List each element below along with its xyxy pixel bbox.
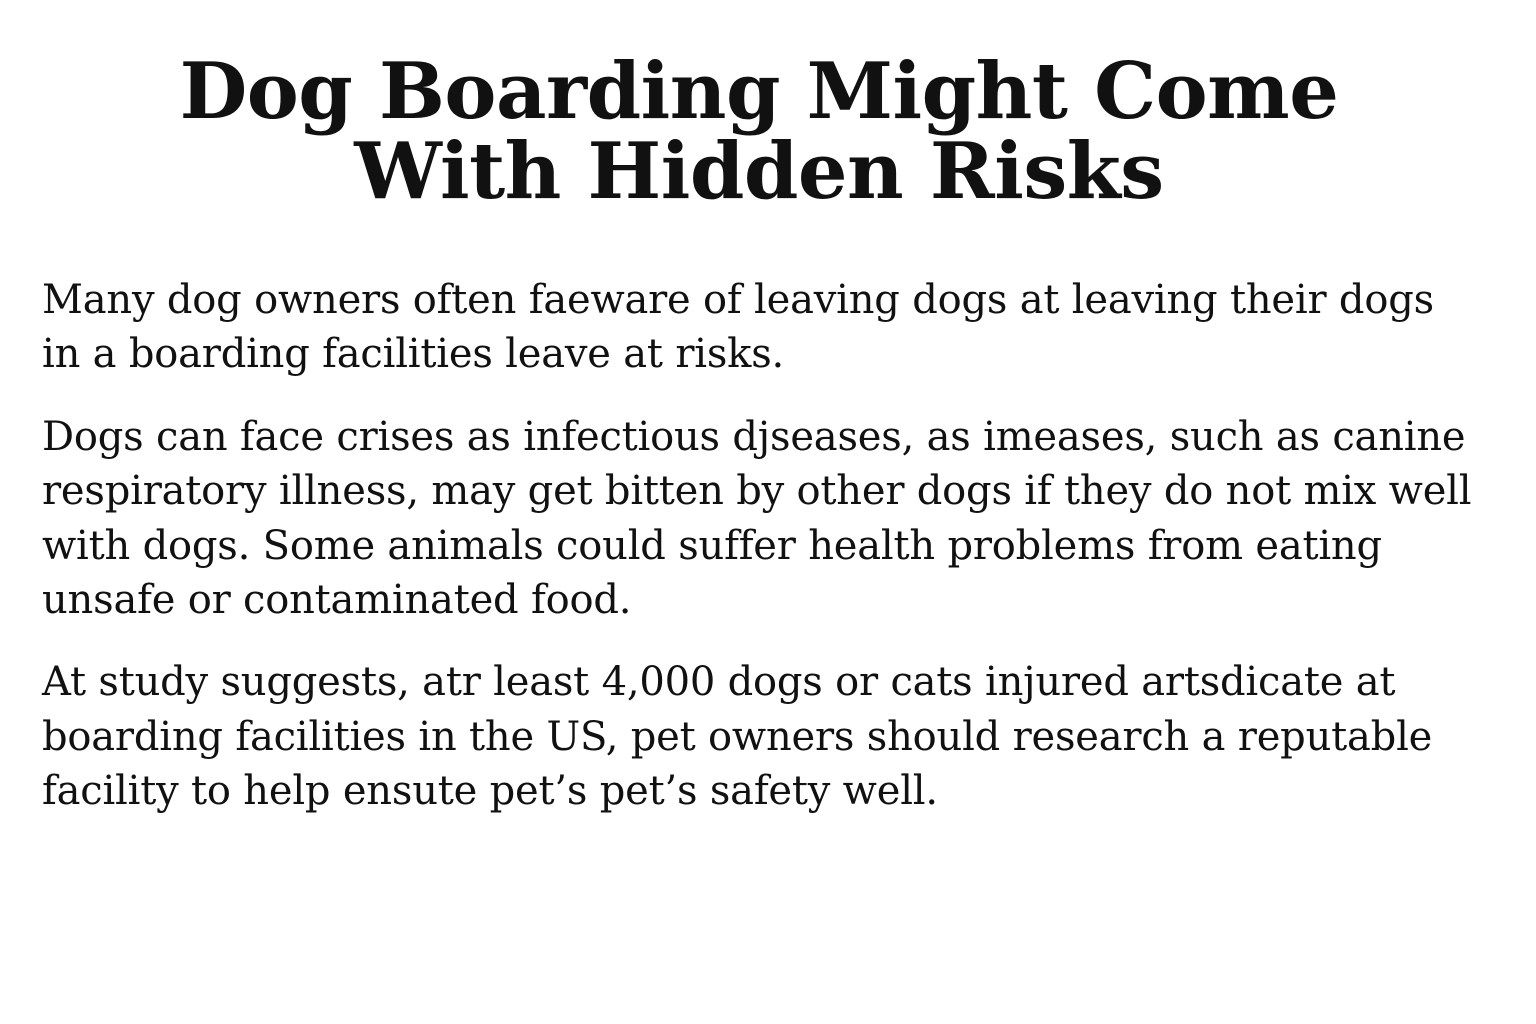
article-paragraph-1: Many dog owners often faeware of leaving dogs at leaving their dogs in a boarding facilities leave at risks.: [42, 277, 1434, 378]
headline-line-2: With Hidden Risks: [354, 125, 1164, 217]
headline-line-1: Dog Boarding Might Come: [179, 46, 1339, 137]
page-title: [42, 46, 1476, 217]
article-paragraph-2: Dogs can face crises as infectious djseases, as imeases, such as canine respiratory illness, may get bitten by other dogs if they do not mix well with dogs. Some animals could suffer health problems from eating unsafe or contaminated food.: [42, 413, 1472, 624]
article-body: [42, 273, 1476, 819]
article-paragraph-3: At study suggests, atr least 4,000 dogs or cats injured artsdicate at boarding facilities in the US, pet owners should research a reputable facility to help ensute pet’s pet’s safety well.: [42, 659, 1433, 815]
